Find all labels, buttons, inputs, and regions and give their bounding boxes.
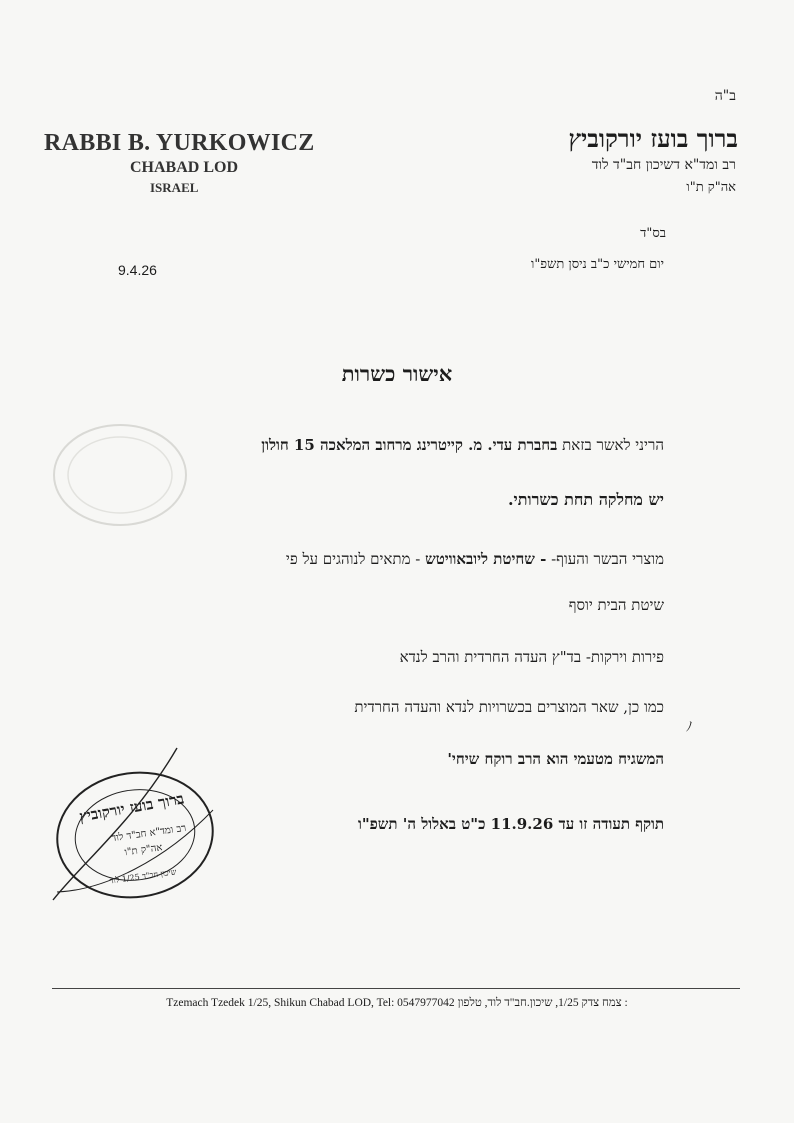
stamp-line-1: ברוך בועז יורקוביץ: [77, 789, 186, 826]
body-line-other-products: כמו כן, שאר המוצרים בכשרויות לנדא והעדה החרדית: [354, 698, 664, 716]
document-title: אישור כשרות: [341, 361, 453, 386]
english-rabbi-name: RABBI B. YURKOWICZ: [44, 130, 315, 156]
hebrew-date: יום חמישי כ"ב ניסן תשפ"ו: [531, 257, 664, 272]
body-line-meat: [286, 550, 664, 569]
body-line-company-prefix: הריני לאשר בזאת: [557, 436, 664, 454]
meat-shechita: - שחיטת ליובאוויטש: [425, 550, 547, 568]
footer-english: Tzemach Tzedek 1/25, Shikun Chabad LOD, Tel: 0547977042: [166, 997, 455, 1009]
footer-contact: [0, 997, 794, 1009]
body-line-validity: תוקף תעודה זו עד 11.9.26 כ"ט באלול ה' תשפ"ו: [358, 815, 664, 833]
body-line-produce: פירות וירקות- בד"ץ העדה החרדית והרב לנדא: [399, 648, 664, 666]
stamp-line-3: אה"ק ת"ו: [123, 842, 164, 859]
ink-mark: ﾉ: [686, 720, 693, 735]
body-line-company: [261, 436, 664, 455]
bh-mark: ב"ה: [714, 88, 736, 104]
stamp-line-2: רב ומד"א חב"ד לוד: [110, 822, 187, 845]
footer-divider: [52, 988, 740, 989]
hebrew-location: אה"ק ת"ו: [686, 180, 736, 195]
bsd-mark: בס"ד: [640, 226, 666, 241]
stamp-line-4: שיכון חב"ד 1/25 לוד: [109, 867, 177, 886]
meat-prefix: מוצרי הבשר והעוף-: [546, 550, 664, 568]
gregorian-date: 9.4.26: [118, 262, 157, 278]
body-line-department: יש מחלקה תחת כשרותי.: [507, 490, 664, 509]
hebrew-rabbi-name: ברוך בועז יורקוביץ: [568, 124, 738, 153]
body-line-supervisor: המשגיח מטעמי הוא הרב רוקח שיחי': [447, 750, 664, 768]
rabbi-stamp: [45, 740, 220, 905]
faint-stamp-ghost: [50, 420, 190, 530]
meat-suffix: - מתאים לנוהגים על פי: [285, 550, 426, 568]
english-country: ISRAEL: [150, 180, 199, 195]
footer-hebrew: : צמח צדק 1/25, שיכון.חב"ד לוד, טלפון: [457, 997, 628, 1009]
body-line-method: שיטת הבית יוסף: [568, 596, 664, 614]
stamp-graphic: [45, 740, 220, 905]
company-name: בחברת עדי. מ. קייטרינג מרחוב המלאכה 15 חולון: [261, 436, 558, 454]
english-org: CHABAD LOD: [130, 159, 239, 176]
hebrew-rabbi-title: רב ומד"א דשיכון חב"ד לוד: [591, 157, 736, 173]
